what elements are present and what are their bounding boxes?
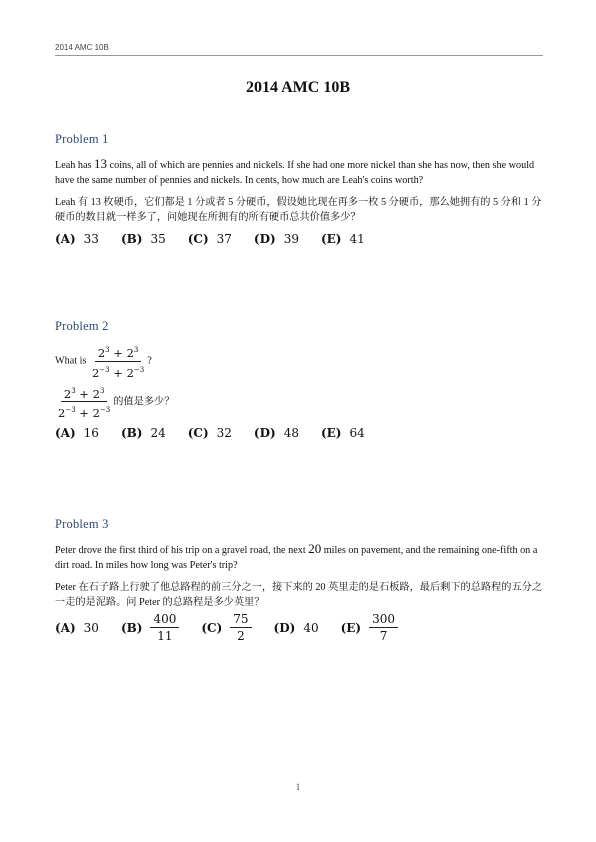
text-segment: Leah has: [55, 160, 95, 171]
choice-label: (B): [120, 620, 143, 635]
choice-value: 64: [349, 426, 365, 441]
header-rule: [55, 55, 543, 56]
problem-2: [55, 319, 545, 440]
choice-d: [254, 426, 299, 440]
text-segment: coins, all of which are pennies and nickels. If she had one more nickel than she has now, then she would have the same number of pennies and nickels. In cents, how much are Leah's coins worth?: [55, 160, 535, 186]
fraction-numerator: 75: [230, 612, 251, 628]
fraction-denominator: $2^{-3} + 2^{-3}$: [91, 365, 145, 380]
choice-value: 41: [349, 232, 365, 246]
choice-e: [321, 232, 365, 246]
choice-label: (C): [187, 232, 209, 246]
choice-label: (E): [320, 232, 342, 246]
fraction-denominator: 2: [237, 629, 245, 643]
choice-a: [55, 426, 99, 440]
answer-choices: [55, 426, 545, 440]
number: 20: [308, 541, 322, 556]
text-segment: ?: [147, 355, 152, 367]
fraction-numerator: 400: [150, 612, 179, 628]
choice-fraction: [150, 612, 179, 643]
choice-b: [121, 612, 179, 643]
choice-value: 30: [83, 620, 99, 635]
choice-label: (B): [120, 426, 143, 441]
problem-text-zh: Peter 在石子路上行驶了他总路程的前三分之一，接下来的 20 英里走的是石板路，最后剩下的总路程的五分之一走的是泥路。问 Peter 的总路程是多少英里？: [55, 582, 543, 608]
fraction-expression: [55, 384, 113, 421]
text-segment: Peter drove the first third of his trip on a gravel road, the next: [55, 545, 309, 556]
choice-d: [254, 232, 299, 246]
choice-value: 24: [150, 426, 166, 441]
choice-label: (A): [55, 620, 76, 635]
problem-text-en: [55, 541, 545, 573]
problem-text-zh: [55, 384, 545, 421]
problem-text-en: [55, 343, 545, 380]
answer-choices: [55, 612, 545, 643]
choice-a: [55, 621, 99, 635]
problem-1: [55, 132, 545, 246]
choice-b: [121, 426, 166, 440]
choice-fraction: [369, 612, 398, 643]
choice-c: [188, 426, 232, 440]
choice-label: (D): [273, 620, 296, 635]
choice-label: (C): [201, 620, 223, 635]
text-segment: 的值是多少？: [113, 396, 175, 408]
choice-c: [201, 612, 251, 643]
text-segment: miles on pavement, and the remaining one-fifth on a dirt road. In miles how long was Peter's trip?: [55, 545, 538, 571]
choice-label: (B): [120, 232, 143, 246]
problem-heading: Problem 1: [55, 132, 109, 146]
choice-label: (E): [320, 426, 342, 441]
choice-label: (A): [55, 426, 76, 441]
fraction-expression: [89, 343, 147, 380]
answer-choices: [55, 232, 545, 246]
choice-fraction: [230, 612, 251, 643]
fraction-numerator: $2^3 + 2^3$: [95, 343, 142, 362]
choice-e: [321, 426, 365, 440]
problem-heading: Problem 2: [55, 319, 109, 333]
choice-value: 37: [216, 232, 232, 246]
choice-b: [121, 232, 166, 246]
choice-e: [341, 612, 398, 643]
running-header: 2014 AMC 10B: [55, 43, 109, 52]
choice-c: [188, 232, 232, 246]
choice-value: 16: [83, 426, 99, 441]
choice-a: [55, 232, 99, 246]
fraction-denominator: 11: [157, 629, 173, 643]
number: 13: [94, 156, 108, 171]
choice-label: (C): [187, 426, 209, 441]
choice-value: 39: [283, 232, 299, 246]
fraction-denominator: $2^{-3} + 2^{-3}$: [58, 406, 111, 421]
choice-value: 40: [303, 620, 319, 635]
fraction-numerator: 300: [369, 612, 398, 628]
choice-value: 35: [150, 232, 166, 246]
fraction-denominator: 7: [379, 629, 388, 643]
text-segment: What is: [55, 355, 89, 367]
choice-value: 48: [283, 426, 299, 441]
choice-label: (E): [340, 620, 362, 635]
choice-value: 32: [216, 426, 232, 441]
page-number: 1: [295, 782, 301, 792]
document-title: 2014 AMC 10B: [246, 79, 350, 96]
problem-text-en: [55, 156, 545, 188]
choice-label: (D): [253, 232, 276, 246]
problem-3: [55, 517, 545, 643]
fraction-numerator: $2^3 + 2^3$: [61, 384, 108, 403]
choice-label: (A): [55, 232, 76, 246]
problem-heading: Problem 3: [55, 517, 109, 531]
problem-text-zh: Leah 有 13 枚硬币，它们都是 1 分或者 5 分硬币，假设她比现在再多一枚 5 分硬币，那么她拥有的 5 分和 1 分硬币的数目就一样多了，问她现在所拥有的所有硬币总共价值多少？: [55, 197, 542, 223]
choice-value: 33: [83, 232, 99, 246]
choice-label: (D): [253, 426, 276, 441]
choice-d: [274, 621, 319, 635]
